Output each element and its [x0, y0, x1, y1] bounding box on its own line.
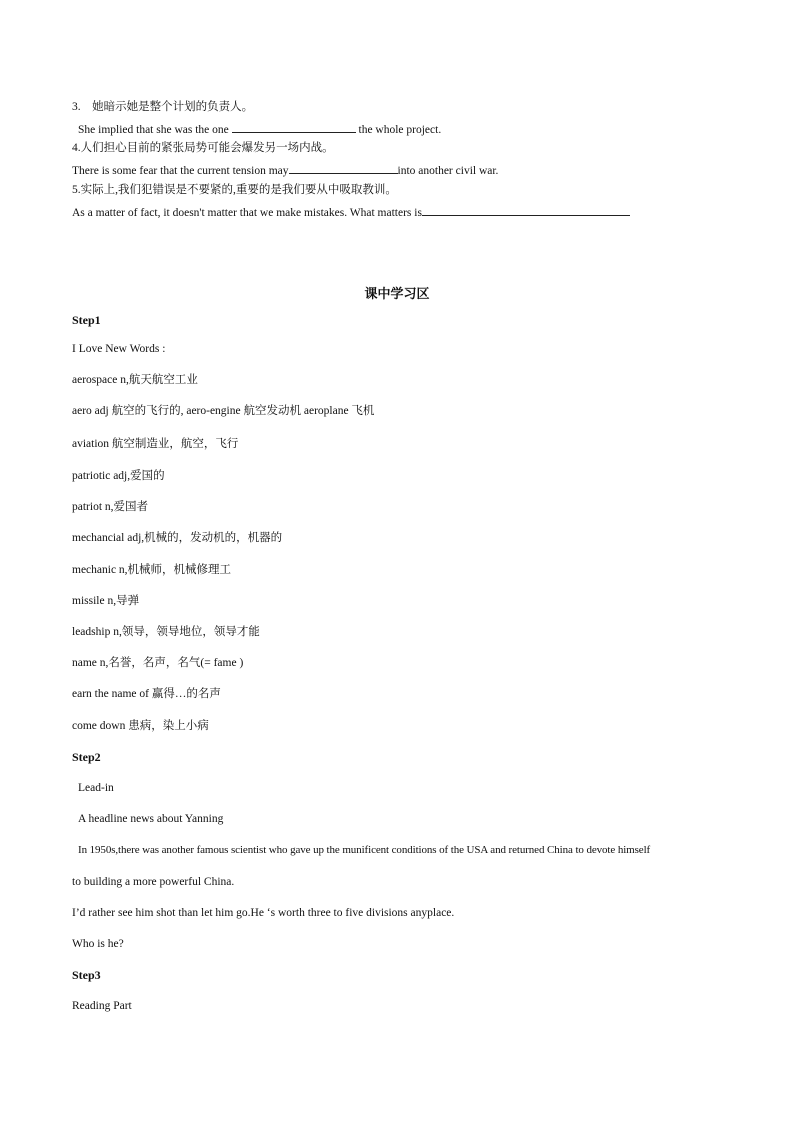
word-item: aviation 航空制造业，航空，飞行	[72, 438, 239, 450]
word-item: come down 患病，染上小病	[72, 720, 209, 732]
word-item: patriot n,爱国者	[72, 501, 149, 513]
step1-label: Step1	[72, 313, 101, 327]
q5-chinese: 5.实际上,我们犯错误是不要紧的,重要的是我们要从中吸取教训。	[72, 184, 397, 196]
word-item: missile n,导弹	[72, 595, 140, 607]
step1-intro: I Love New Words :	[72, 343, 166, 355]
q4-english-before: There is some fear that the current tension may	[72, 165, 289, 177]
word-item: earn the name of 赢得…的名声	[72, 688, 221, 700]
reading-part-label: Reading Part	[72, 1000, 132, 1012]
q5-blank[interactable]	[422, 204, 630, 216]
q4-chinese: 4.人们担心目前的紧张局势可能会爆发另一场内战。	[72, 142, 334, 154]
step3-label: Step3	[72, 968, 101, 982]
q4-english-after: into another civil war.	[397, 165, 499, 177]
q3-chinese: 3. 她暗示她是整个计划的负责人。	[72, 101, 254, 113]
word-item: mechancial adj,机械的，发动机的，机器的	[72, 532, 283, 544]
q5-english	[72, 204, 630, 220]
q3-english-before: She implied that she was the one	[78, 124, 229, 136]
paragraph-line-2: to building a more powerful China.	[72, 876, 235, 888]
q4-english	[72, 162, 498, 178]
step2-label: Step2	[72, 750, 101, 764]
word-item: leadship n,领导，领导地位，领导才能	[72, 626, 260, 638]
q5-english-before: As a matter of fact, it doesn't matter that we make mistakes. What matters is	[72, 207, 422, 219]
paragraph-line-1: In 1950s,there was another famous scientist who gave up the munificent conditions of the USA and returned China to devote himself	[78, 844, 651, 856]
q3-blank[interactable]	[232, 121, 356, 133]
word-item: patriotic adj,爱国的	[72, 470, 165, 482]
question-text: Who is he?	[72, 938, 124, 950]
q3-english-after: the whole project.	[358, 124, 442, 136]
quote-text: I’d rather see him shot than let him go.He ‘s worth three to five divisions anyplace.	[72, 907, 455, 919]
word-item: aerospace n,航天航空工业	[72, 374, 198, 386]
q3-english	[78, 121, 441, 137]
q4-blank[interactable]	[289, 162, 398, 174]
lead-in-label: Lead-in	[78, 782, 114, 794]
word-item: mechanic n,机械师，机械修理工	[72, 564, 232, 576]
word-item: name n,名誉，名声，名气(= fame )	[72, 657, 244, 669]
headline-text: A headline news about Yanning	[78, 813, 224, 825]
section-title: 课中学习区	[364, 286, 430, 301]
word-item: aero adj 航空的飞行的, aero-engine 航空发动机 aeroplane 飞机	[72, 405, 375, 417]
